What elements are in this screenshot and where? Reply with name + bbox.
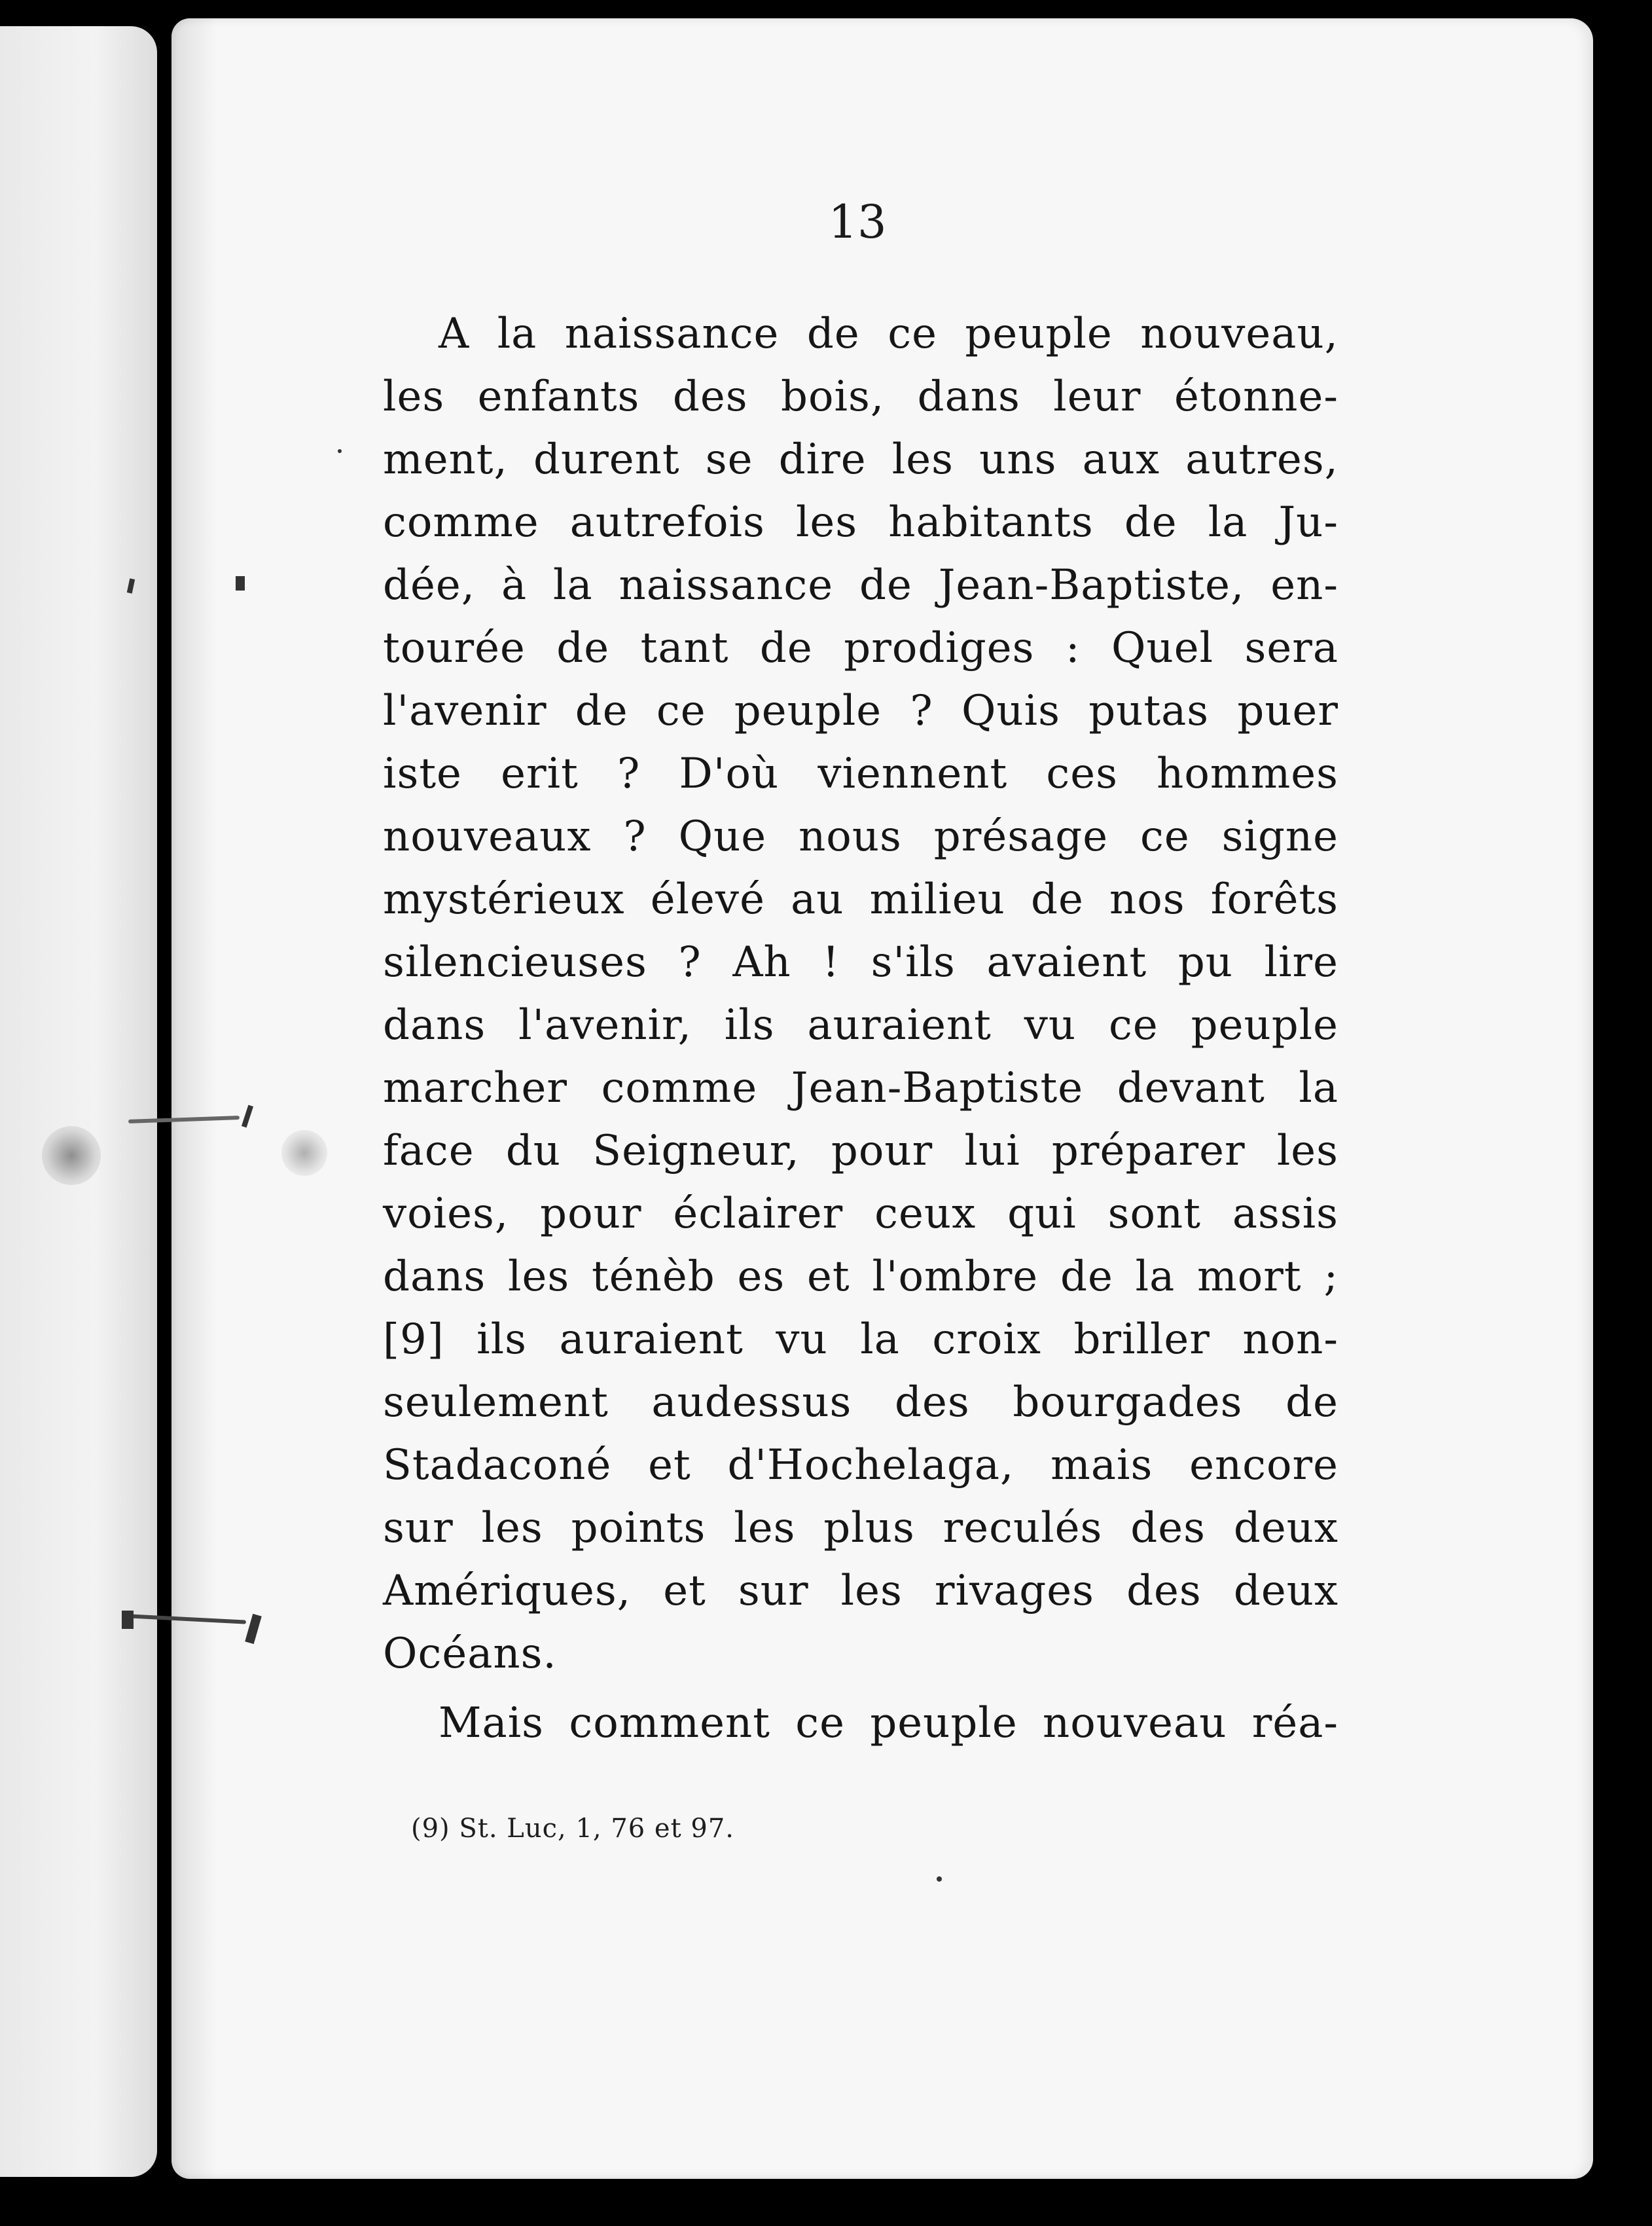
text-line: Mais comment ce peuple nouveau réa- xyxy=(439,1699,1338,1747)
text-line: dans l'avenir, ils auraient vu ce peuple xyxy=(383,1001,1338,1049)
text-line: mystérieux élevé au milieu de nos forêts xyxy=(383,875,1338,924)
dust-speck xyxy=(338,449,342,453)
text-line: Océans. xyxy=(383,1630,557,1678)
text-line: marcher comme Jean-Baptiste devant la xyxy=(383,1064,1338,1112)
text-line: dans les ténèb es et l'ombre de la mort ; xyxy=(383,1252,1338,1301)
page-number: 13 xyxy=(828,195,887,249)
text-line: voies, pour éclairer ceux qui sont assis xyxy=(383,1190,1338,1238)
text-line: iste erit ? D'où viennent ces hommes xyxy=(383,750,1338,798)
text-line: Amériques, et sur les rivages des deux xyxy=(383,1567,1338,1615)
text-line: ment, durent se dire les uns aux autres, xyxy=(383,435,1338,484)
ink-blot xyxy=(42,1126,101,1185)
stitch-mark xyxy=(122,1611,134,1629)
body-text xyxy=(383,302,1338,1755)
text-line: face du Seigneur, pour lui préparer les xyxy=(383,1127,1338,1175)
text-line: tourée de tant de prodiges : Quel sera xyxy=(383,624,1338,672)
dust-speck xyxy=(937,1876,942,1882)
text-line: [9] ils auraient vu la croix briller non- xyxy=(383,1315,1338,1364)
text-line: dée, à la naissance de Jean-Baptiste, en- xyxy=(383,561,1338,610)
text-line: les enfants des bois, dans leur étonne- xyxy=(383,373,1338,421)
text-line: A la naissance de ce peuple nouveau, xyxy=(439,310,1338,358)
binding-shadow xyxy=(171,18,217,2179)
stitch-mark xyxy=(236,576,245,591)
left-page-edge xyxy=(0,26,157,2177)
text-line: comme autrefois les habitants de la Ju- xyxy=(383,498,1338,547)
text-line: seulement audessus des bourgades de xyxy=(383,1378,1338,1427)
text-line: nouveaux ? Que nous présage ce signe xyxy=(383,812,1338,861)
footnote: (9) St. Luc, 1, 76 et 97. xyxy=(411,1814,735,1844)
text-line: sur les points les plus reculés des deux xyxy=(383,1504,1338,1552)
text-line: Stadaconé et d'Hochelaga, mais encore xyxy=(383,1441,1338,1489)
text-line: l'avenir de ce peuple ? Quis putas puer xyxy=(383,687,1338,735)
text-line: silencieuses ? Ah ! s'ils avaient pu lire xyxy=(383,938,1338,987)
ink-blot xyxy=(281,1130,327,1176)
